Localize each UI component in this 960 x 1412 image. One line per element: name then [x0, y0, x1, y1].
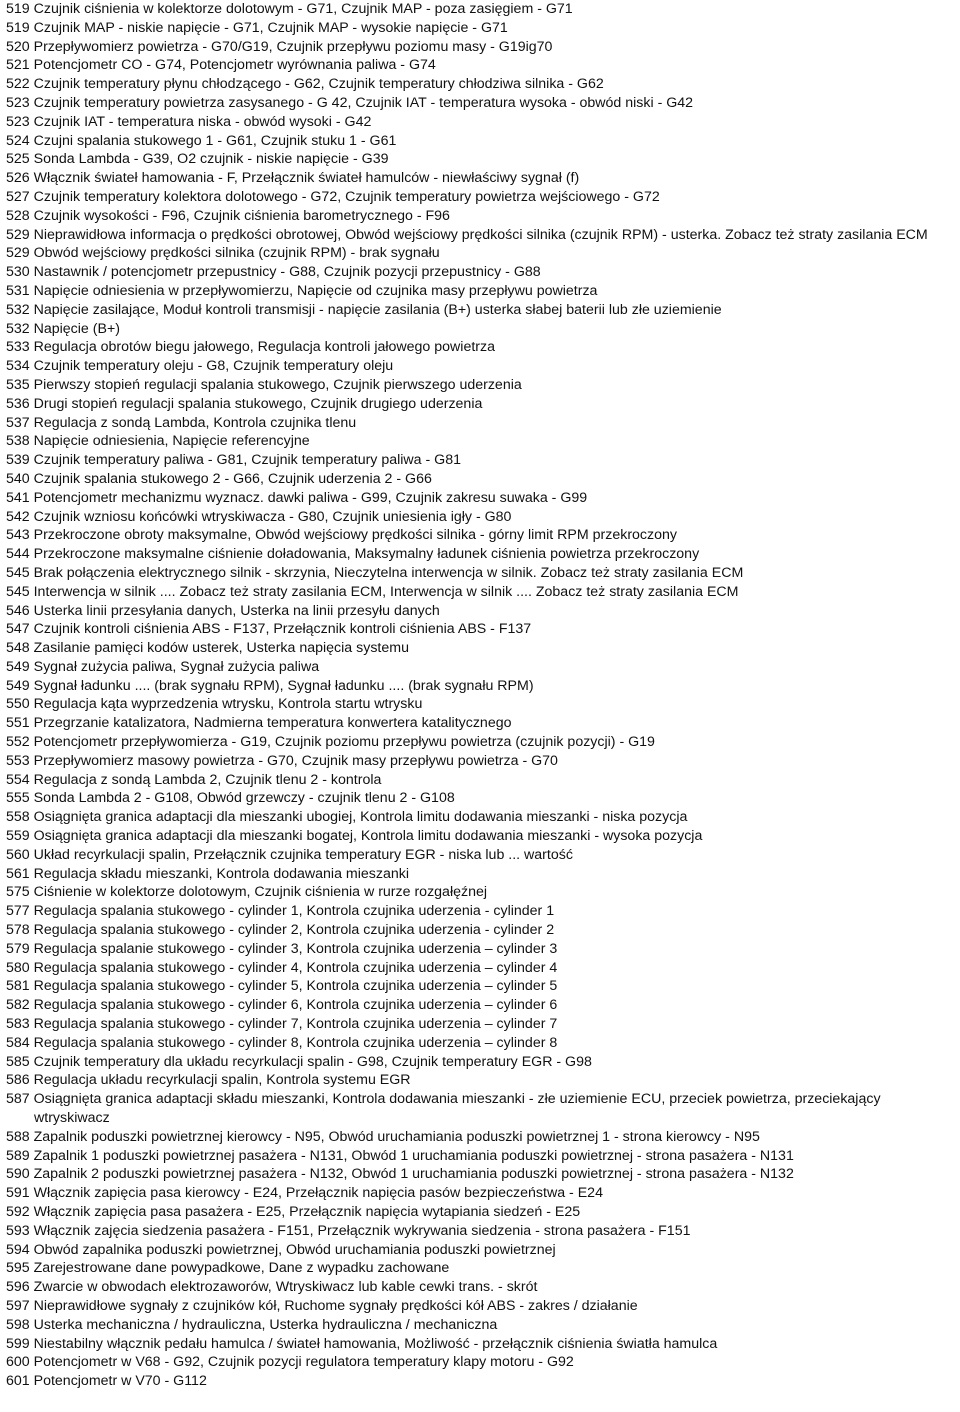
list-item: 533 Regulacja obrotów biegu jałowego, Regulacja kontroli jałowego powietrza — [6, 339, 495, 356]
list-item: 592 Włącznik zapięcia pasa pasażera - E25, Przełącznik napięcia wytapiania siedzeń - E25 — [6, 1204, 581, 1220]
list-item: 590 Zapalnik 2 poduszki powietrznej pasażera - N132, Obwód 1 uruchamiania poduszki powietrznej - strona pasażera - N132 — [6, 1166, 794, 1183]
list-item: 560 Układ recyrkulacji spalin, Przełącznik czujnika temperatury EGR - niska lub ... wartość — [6, 846, 573, 863]
list-item: 595 Zarejestrowane dane powypadkowe, Dane z wypadku zachowane — [6, 1260, 450, 1277]
list-item: 537 Regulacja z sondą Lambda, Kontrola czujnika tlenu — [6, 414, 357, 431]
list-item: 522 Czujnik temperatury płynu chłodzącego - G62, Czujnik temperatury chłodziwa silnika - G62 — [6, 76, 604, 93]
list-item: 519 Czujnik MAP - niskie napięcie - G71, Czujnik MAP - wysokie napięcie - G71 — [6, 19, 508, 36]
list-item: 586 Regulacja układu recyrkulacji spalin, Kontrola systemu EGR — [6, 1072, 411, 1089]
list-item: 577 Regulacja spalania stukowego - cylinder 1, Kontrola czujnika uderzenia - cylinder 1 — [6, 903, 555, 920]
list-item: 535 Pierwszy stopień regulacji spalania stukowego, Czujnik pierwszego uderzenia — [6, 376, 522, 393]
list-item: 532 Napięcie (B+) — [6, 320, 120, 337]
list-item: 583 Regulacja spalania stukowego - cylinder 7, Kontrola czujnika uderzenia – cylinder 7 — [6, 1016, 558, 1033]
list-item: 559 Osiągnięta granica adaptacji dla mieszanki bogatej, Kontrola limitu dodawania mieszanki - wysoka pozycja — [6, 828, 703, 845]
list-item: 600 Potencjometr w V68 - G92, Czujnik pozycji regulatora temperatury klapy motoru - G92 — [6, 1354, 574, 1371]
list-item: 552 Potencjometr przepływomierza - G19, Czujnik poziomu przepływu powietrza (czujnik pozycji) - G19 — [6, 734, 655, 751]
list-item: 550 Regulacja kąta wyprzedzenia wtrysku, Kontrola startu wtrysku — [6, 696, 423, 713]
list-item: 519 Czujnik ciśnienia w kolektorze dolotowym - G71, Czujnik MAP - poza zasięgiem - G71 — [6, 1, 573, 17]
list-item: 555 Sonda Lambda 2 - G108, Obwód grzewczy - czujnik tlenu 2 - G108 — [6, 790, 455, 807]
list-item: 538 Napięcie odniesienia, Napięcie referencyjne — [6, 433, 310, 450]
list-item: 578 Regulacja spalania stukowego - cylinder 2, Kontrola czujnika uderzenia - cylinder 2 — [6, 922, 555, 939]
list-item: 580 Regulacja spalania stukowego - cylinder 4, Kontrola czujnika uderzenia – cylinder 4 — [6, 959, 558, 976]
list-item: 545 Interwencja w silnik .... Zobacz też straty zasilania ECM, Interwencja w silnik .... Zobacz też straty zasilania ECM — [6, 583, 739, 600]
list-item: 594 Obwód zapalnika poduszki powietrznej, Obwód uruchamiania poduszki powietrznej — [6, 1241, 556, 1258]
list-item: 534 Czujnik temperatury oleju - G8, Czujnik temperatury oleju — [6, 358, 394, 375]
list-item: 584 Regulacja spalania stukowego - cylinder 8, Kontrola czujnika uderzenia – cylinder 8 — [6, 1034, 558, 1051]
list-item: 529 Nieprawidłowa informacja o prędkości obrotowej, Obwód wejściowy prędkości silnika (czujnik RPM) - usterka. Zobacz też straty zasilania ECM — [6, 226, 928, 243]
list-item: 523 Czujnik IAT - temperatura niska - obwód wysoki - G42 — [6, 113, 372, 130]
list-item: 545 Brak połączenia elektrycznego silnik - skrzynia, Nieczytelna interwencja w silnik. Zobacz też straty zasilania ECM — [6, 564, 744, 581]
list-item: 525 Sonda Lambda - G39, O2 czujnik - niskie napięcie - G39 — [6, 151, 389, 168]
list-item: 587 Osiągnięta granica adaptacji składu mieszanki, Kontrola dodawania mieszanki - złe uziemienie ECU, przeciek powietrza, przeciekający wtryskiwacz — [6, 1091, 881, 1127]
list-item: 551 Przegrzanie katalizatora, Nadmierna temperatura konwertera katalitycznego — [6, 715, 512, 732]
list-item: 589 Zapalnik 1 poduszki powietrznej pasażera - N131, Obwód 1 uruchamiania poduszki powietrznej - strona pasażera - N131 — [6, 1147, 794, 1164]
list-item: 531 Napięcie odniesienia w przepływomierzu, Napięcie od czujnika masy przepływu powietrza — [6, 282, 598, 299]
list-item: 544 Przekroczone maksymalne ciśnienie doładowania, Maksymalny ładunek ciśnienia powietrza przekroczony — [6, 546, 700, 563]
list-item: 596 Zwarcie w obwodach elektrozaworów, Wtryskiwacz lub kable cewki trans. - skrót — [6, 1279, 538, 1296]
list-item: 542 Czujnik wzniosu końcówki wtryskiwacza - G80, Czujnik uniesienia igły - G80 — [6, 508, 512, 525]
list-item: 521 Potencjometr CO - G74, Potencjometr wyrównania paliwa - G74 — [6, 57, 436, 74]
list-item: 579 Regulacja spalanie stukowego - cylinder 3, Kontrola czujnika uderzenia – cylinder 3 — [6, 940, 558, 957]
fault-code-list — [6, 0, 960, 1391]
list-item: 539 Czujnik temperatury paliwa - G81, Czujnik temperatury paliwa - G81 — [6, 452, 461, 469]
list-item: 549 Sygnał zużycia paliwa, Sygnał zużycia paliwa — [6, 658, 320, 675]
list-item: 553 Przepływomierz masowy powietrza - G70, Czujnik masy przepływu powietrza - G70 — [6, 752, 558, 769]
list-item: 526 Włącznik świateł hamowania - F, Przełącznik świateł hamulców - niewłaściwy sygnał (f) — [6, 170, 580, 187]
list-item: 528 Czujnik wysokości - F96, Czujnik ciśnienia barometrycznego - F96 — [6, 207, 450, 224]
list-item: 601 Potencjometr w V70 - G112 — [6, 1373, 207, 1390]
list-item: 575 Ciśnienie w kolektorze dolotowym, Czujnik ciśnienia w rurze rozgałęźnej — [6, 884, 488, 901]
list-item: 593 Włącznik zajęcia siedzenia pasażera - F151, Przełącznik wykrywania siedzenia - strona pasażera - F151 — [6, 1222, 691, 1239]
list-item: 554 Regulacja z sondą Lambda 2, Czujnik tlenu 2 - kontrola — [6, 771, 382, 788]
list-item: 532 Napięcie zasilające, Moduł kontroli transmisji - napięcie zasilania (B+) usterka słabej baterii lub złe uziemienie — [6, 301, 722, 318]
list-item: 547 Czujnik kontroli ciśnienia ABS - F137, Przełącznik kontroli ciśnienia ABS - F137 — [6, 621, 532, 638]
list-item: 558 Osiągnięta granica adaptacji dla mieszanki ubogiej, Kontrola limitu dodawania mieszanki - niska pozycja — [6, 809, 688, 826]
list-item: 546 Usterka linii przesyłania danych, Usterka na linii przesyłu danych — [6, 602, 440, 619]
list-item: 549 Sygnał ładunku .... (brak sygnału RPM), Sygnał ładunku .... (brak sygnału RPM) — [6, 677, 534, 694]
list-item: 543 Przekroczone obroty maksymalne, Obwód wejściowy prędkości silnika - górny limit RPM przekroczony — [6, 527, 677, 544]
list-item: 523 Czujnik temperatury powietrza zasysanego - G 42, Czujnik IAT - temperatura wysoka - obwód niski - G42 — [6, 94, 694, 111]
list-item: 598 Usterka mechaniczna / hydrauliczna, Usterka hydrauliczna / mechaniczna — [6, 1316, 498, 1333]
list-item: 597 Nieprawidłowe sygnały z czujników kół, Ruchome sygnały prędkości kół ABS - zakres / działanie — [6, 1297, 638, 1314]
list-item: 520 Przepływomierz powietrza - G70/G19, Czujnik przepływu poziomu masy - G19ig70 — [6, 38, 553, 55]
list-item: 599 Niestabilny włącznik pedału hamulca / świateł hamowania, Możliwość - przełącznik ciśnienia światła hamulca — [6, 1335, 718, 1352]
list-item: 581 Regulacja spalania stukowego - cylinder 5, Kontrola czujnika uderzenia – cylinder 5 — [6, 978, 558, 995]
list-item: 561 Regulacja składu mieszanki, Kontrola dodawania mieszanki — [6, 865, 409, 882]
list-item: 588 Zapalnik poduszki powietrznej kierowcy - N95, Obwód uruchamiania poduszki powietrznej 1 - strona kierowcy - N95 — [6, 1128, 760, 1145]
list-item: 540 Czujnik spalania stukowego 2 - G66, Czujnik uderzenia 2 - G66 — [6, 470, 432, 487]
list-item: 541 Potencjometr mechanizmu wyznacz. dawki paliwa - G99, Czujnik zakresu suwaka - G99 — [6, 489, 588, 506]
list-item: 536 Drugi stopień regulacji spalania stukowego, Czujnik drugiego uderzenia — [6, 395, 483, 412]
list-item: 585 Czujnik temperatury dla układu recyrkulacji spalin - G98, Czujnik temperatury EGR - G98 — [6, 1053, 592, 1070]
list-item: 591 Włącznik zapięcia pasa kierowcy - E24, Przełącznik napięcia pasów bezpieczeństwa - E24 — [6, 1185, 603, 1202]
list-item: 530 Nastawnik / potencjometr przepustnicy - G88, Czujnik pozycji przepustnicy - G88 — [6, 264, 541, 281]
list-item: 524 Czujni spalania stukowego 1 - G61, Czujnik stuku 1 - G61 — [6, 132, 397, 149]
list-item: 529 Obwód wejściowy prędkości silnika (czujnik RPM) - brak sygnału — [6, 245, 440, 262]
list-item: 582 Regulacja spalania stukowego - cylinder 6, Kontrola czujnika uderzenia – cylinder 6 — [6, 997, 558, 1014]
list-item: 527 Czujnik temperatury kolektora dolotowego - G72, Czujnik temperatury powietrza wejściowego - G72 — [6, 188, 660, 205]
list-item: 548 Zasilanie pamięci kodów usterek, Usterka napięcia systemu — [6, 640, 409, 657]
